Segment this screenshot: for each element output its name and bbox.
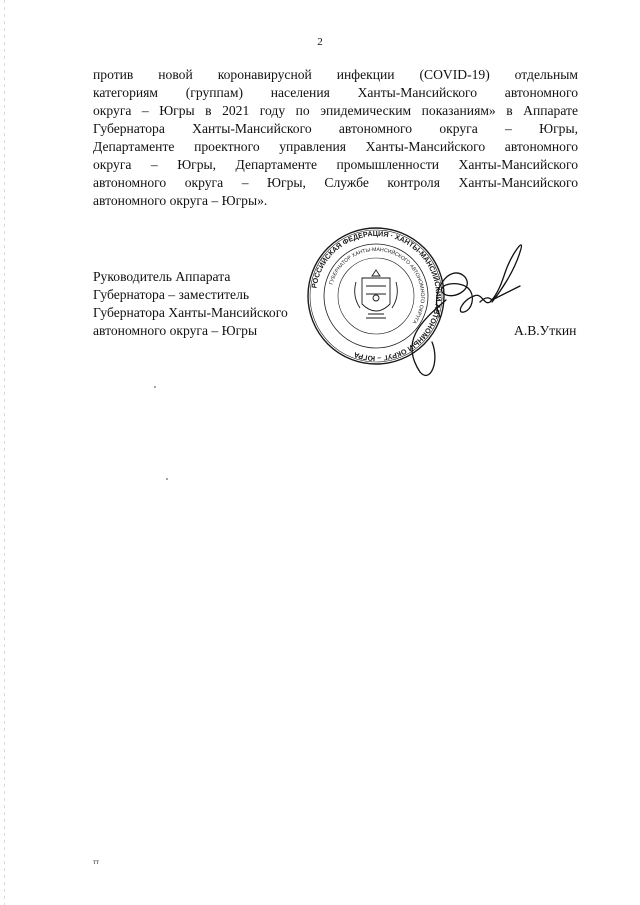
body-line: округа – Югры в 2021 году по эпидемическим показаниям» в Аппарате bbox=[93, 103, 578, 118]
footer-mark: тт bbox=[93, 858, 100, 866]
body-paragraph bbox=[93, 66, 578, 210]
body-line: автономного округа – Югры, Службе контроля Ханты-Мансийского bbox=[93, 175, 578, 190]
handwritten-signature bbox=[380, 222, 530, 382]
page-number: 2 bbox=[317, 36, 323, 48]
signatory-position bbox=[93, 268, 288, 340]
body-line: категориям (группам) населения Ханты-Мансийского автономного bbox=[93, 85, 578, 100]
scan-speck bbox=[166, 478, 168, 480]
position-line: автономного округа – Югры bbox=[93, 323, 258, 338]
signatory-name: А.В.Уткин bbox=[514, 323, 577, 338]
body-line: против новой коронавирусной инфекции (COVID-19) отдельным bbox=[93, 67, 578, 82]
body-line: округа – Югры, Департаменте промышленности Ханты-Мансийского bbox=[93, 157, 578, 172]
position-line: Губернатора Ханты-Мансийского bbox=[93, 305, 288, 320]
body-line: Департаменте проектного управления Ханты-Мансийского автономного bbox=[93, 139, 578, 154]
position-line: Руководитель Аппарата bbox=[93, 269, 231, 284]
scan-edge-artifact bbox=[4, 0, 5, 905]
seal-outer-text: РОССИЙСКАЯ ФЕДЕРАЦИЯ · ХАНТЫ-МАНСИЙСКИЙ АВТОНОМНЫЙ ОКРУГ – ЮГРА bbox=[309, 228, 444, 364]
body-line: Губернатора Ханты-Мансийского автономного округа – Югры, bbox=[93, 121, 578, 136]
seal-inner-text: ГУБЕРНАТОР ХАНТЫ-МАНСИЙСКОГО АВТОНОМНОГО ОКРУГА bbox=[328, 246, 426, 325]
body-line: автономного округа – Югры». bbox=[93, 193, 268, 208]
scan-speck bbox=[154, 386, 156, 388]
position-line: Губернатора – заместитель bbox=[93, 287, 250, 302]
